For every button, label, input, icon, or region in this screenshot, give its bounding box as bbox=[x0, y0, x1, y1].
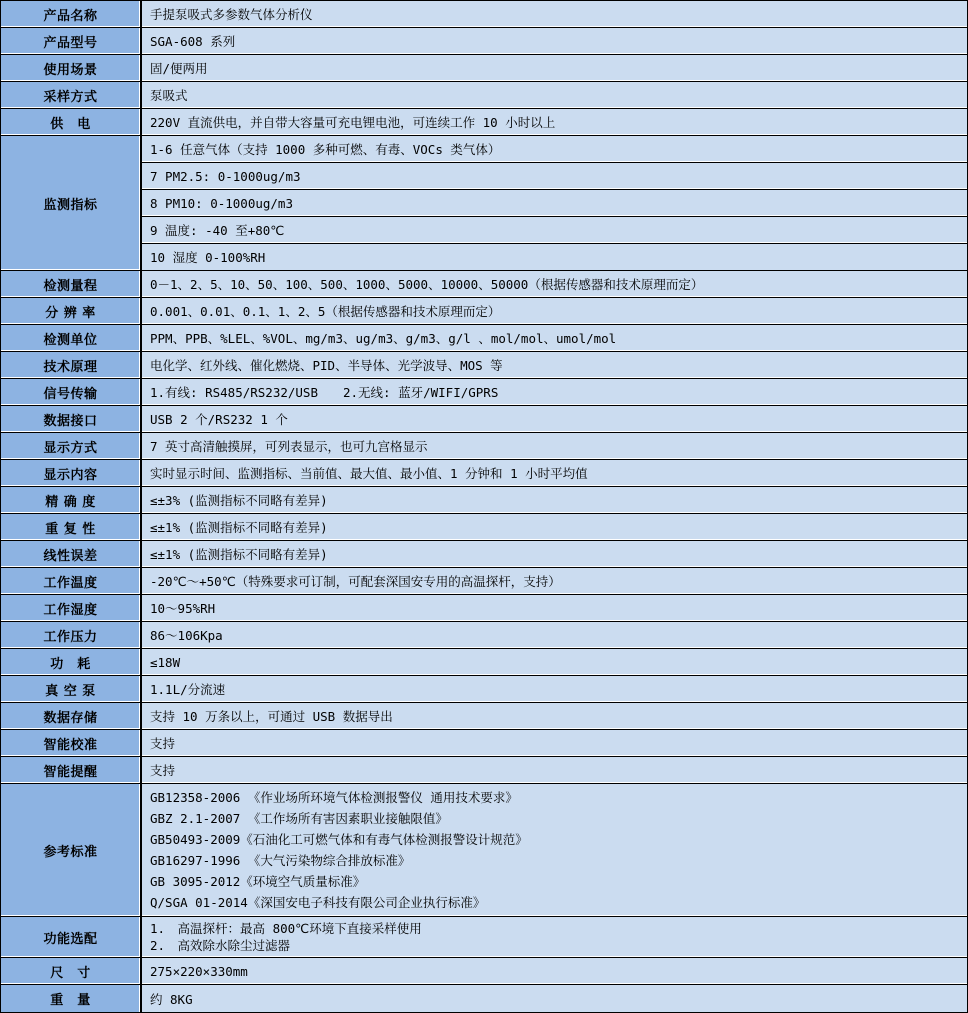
spec-row bbox=[1, 595, 967, 622]
spec-row bbox=[1, 649, 967, 676]
spec-line: GBZ 2.1-2007 《工作场所有害因素职业接触限值》 bbox=[150, 811, 448, 826]
spec-line: Q/SGA 01-2014《深国安电子科技有限公司企业执行标准》 bbox=[150, 895, 486, 910]
spec-subrow-group bbox=[142, 136, 967, 270]
spec-row-value: 支持 10 万条以上，可通过 USB 数据导出 bbox=[142, 703, 967, 729]
spec-row bbox=[1, 757, 967, 784]
spec-row-value: USB 2 个/RS232 1 个 bbox=[142, 406, 967, 432]
spec-row-label: 数据存储 bbox=[1, 703, 142, 729]
spec-row-value: ≤±1% (监测指标不同略有差异) bbox=[142, 541, 967, 567]
spec-row-label: 重 复 性 bbox=[1, 514, 142, 540]
spec-row bbox=[1, 676, 967, 703]
spec-row-label: 参考标准 bbox=[1, 784, 142, 916]
spec-row bbox=[1, 958, 967, 985]
spec-subrow-value: 7 PM2.5: 0-1000ug/m3 bbox=[142, 163, 967, 190]
spec-row-value: SGA-608 系列 bbox=[142, 28, 967, 54]
spec-row-value: 10～95%RH bbox=[142, 595, 967, 621]
spec-row-label: 功 耗 bbox=[1, 649, 142, 675]
spec-row-label: 分 辨 率 bbox=[1, 298, 142, 324]
spec-row bbox=[1, 271, 967, 298]
spec-subrow-value: 10 湿度 0-100%RH bbox=[142, 244, 967, 270]
spec-row bbox=[1, 406, 967, 433]
spec-row-label: 工作压力 bbox=[1, 622, 142, 648]
spec-row bbox=[1, 703, 967, 730]
spec-row bbox=[1, 487, 967, 514]
spec-row bbox=[1, 514, 967, 541]
spec-subrow-value: 8 PM10: 0-1000ug/m3 bbox=[142, 190, 967, 217]
spec-row-label: 显示内容 bbox=[1, 460, 142, 486]
spec-row bbox=[1, 28, 967, 55]
spec-row-label: 工作湿度 bbox=[1, 595, 142, 621]
spec-row-label: 精 确 度 bbox=[1, 487, 142, 513]
spec-row-label: 工作温度 bbox=[1, 568, 142, 594]
spec-row-value: 实时显示时间、监测指标、当前值、最大值、最小值、1 分钟和 1 小时平均值 bbox=[142, 460, 967, 486]
spec-row-label: 尺 寸 bbox=[1, 958, 142, 984]
spec-row-value: 支持 bbox=[142, 730, 967, 756]
spec-row-value: 220V 直流供电，并自带大容量可充电锂电池，可连续工作 10 小时以上 bbox=[142, 109, 967, 135]
spec-row-label: 智能校准 bbox=[1, 730, 142, 756]
spec-row-label: 检测单位 bbox=[1, 325, 142, 351]
spec-row-value: 0－1、2、5、10、50、100、500、1000、5000、10000、50000（根据传感器和技术原理而定） bbox=[142, 271, 967, 297]
spec-row-label: 监测指标 bbox=[1, 136, 142, 270]
spec-row-value: ≤±1% (监测指标不同略有差异) bbox=[142, 514, 967, 540]
spec-row bbox=[1, 985, 967, 1012]
spec-line: GB16297-1996 《大气污染物综合排放标准》 bbox=[150, 853, 411, 868]
spec-row-label: 产品名称 bbox=[1, 1, 142, 27]
spec-row-value: 275×220×330mm bbox=[142, 958, 967, 984]
spec-row-label: 采样方式 bbox=[1, 82, 142, 108]
spec-row-value: 1.1L/分流速 bbox=[142, 676, 967, 702]
spec-row-label: 线性误差 bbox=[1, 541, 142, 567]
spec-row-label: 真 空 泵 bbox=[1, 676, 142, 702]
spec-row-value: ≤18W bbox=[142, 649, 967, 675]
spec-row-value: 泵吸式 bbox=[142, 82, 967, 108]
spec-row-label: 产品型号 bbox=[1, 28, 142, 54]
spec-row bbox=[1, 55, 967, 82]
spec-row bbox=[1, 379, 967, 406]
spec-row bbox=[1, 622, 967, 649]
spec-row-value: 7 英寸高清触摸屏，可列表显示，也可九宫格显示 bbox=[142, 433, 967, 459]
spec-row bbox=[1, 917, 967, 958]
spec-row bbox=[1, 568, 967, 595]
spec-row-value: 约 8KG bbox=[142, 985, 967, 1012]
spec-row bbox=[1, 82, 967, 109]
spec-row-value: ≤±3% (监测指标不同略有差异) bbox=[142, 487, 967, 513]
spec-row bbox=[1, 298, 967, 325]
spec-row-value: 0.001、0.01、0.1、1、2、5（根据传感器和技术原理而定） bbox=[142, 298, 967, 324]
spec-row bbox=[1, 433, 967, 460]
spec-row-value: 固/便两用 bbox=[142, 55, 967, 81]
spec-row-value: -20℃～+50℃（特殊要求可订制，可配套深国安专用的高温探杆，支持） bbox=[142, 568, 967, 594]
spec-row-label: 重 量 bbox=[1, 985, 142, 1012]
spec-subrow-value: 9 温度: -40 至+80℃ bbox=[142, 217, 967, 244]
spec-row-label: 供 电 bbox=[1, 109, 142, 135]
spec-row bbox=[1, 1, 967, 28]
spec-row-value: 电化学、红外线、催化燃烧、PID、半导体、光学波导、MOS 等 bbox=[142, 352, 967, 378]
spec-row-value: 86～106Kpa bbox=[142, 622, 967, 648]
spec-row bbox=[1, 325, 967, 352]
spec-row-label: 检测量程 bbox=[1, 271, 142, 297]
spec-row-value: 支持 bbox=[142, 757, 967, 783]
spec-row-multiline-value bbox=[142, 784, 967, 916]
spec-row-value: 1.有线: RS485/RS232/USB 2.无线: 蓝牙/WIFI/GPRS bbox=[142, 379, 967, 405]
spec-row-label: 智能提醒 bbox=[1, 757, 142, 783]
spec-line: 1. 高温探杆：最高 800℃环境下直接采样使用 bbox=[150, 921, 422, 936]
spec-row bbox=[1, 730, 967, 757]
spec-line: GB50493-2009《石油化工可燃气体和有毒气体检测报警设计规范》 bbox=[150, 832, 528, 847]
spec-row bbox=[1, 460, 967, 487]
spec-row bbox=[1, 109, 967, 136]
spec-subrow-value: 1-6 任意气体（支持 1000 多种可燃、有毒、VOCs 类气体） bbox=[142, 136, 967, 163]
spec-line: 2. 高效除水除尘过滤器 bbox=[150, 938, 291, 953]
spec-line: GB12358-2006 《作业场所环境气体检测报警仪 通用技术要求》 bbox=[150, 790, 518, 805]
spec-row-value: PPM、PPB、%LEL、%VOL、mg/m3、ug/m3、g/m3、g/l 、mol/mol、umol/mol bbox=[142, 325, 967, 351]
spec-row-label: 技术原理 bbox=[1, 352, 142, 378]
spec-row bbox=[1, 352, 967, 379]
spec-row bbox=[1, 136, 967, 271]
spec-row-label: 信号传输 bbox=[1, 379, 142, 405]
spec-row-label: 功能选配 bbox=[1, 917, 142, 957]
spec-row-value: 手提泵吸式多参数气体分析仪 bbox=[142, 1, 967, 27]
spec-row bbox=[1, 784, 967, 917]
spec-row-multiline-value bbox=[142, 917, 967, 957]
spec-line: GB 3095-2012《环境空气质量标准》 bbox=[150, 874, 366, 889]
spec-row-label: 显示方式 bbox=[1, 433, 142, 459]
spec-row-label: 使用场景 bbox=[1, 55, 142, 81]
spec-row-label: 数据接口 bbox=[1, 406, 142, 432]
spec-row bbox=[1, 541, 967, 568]
